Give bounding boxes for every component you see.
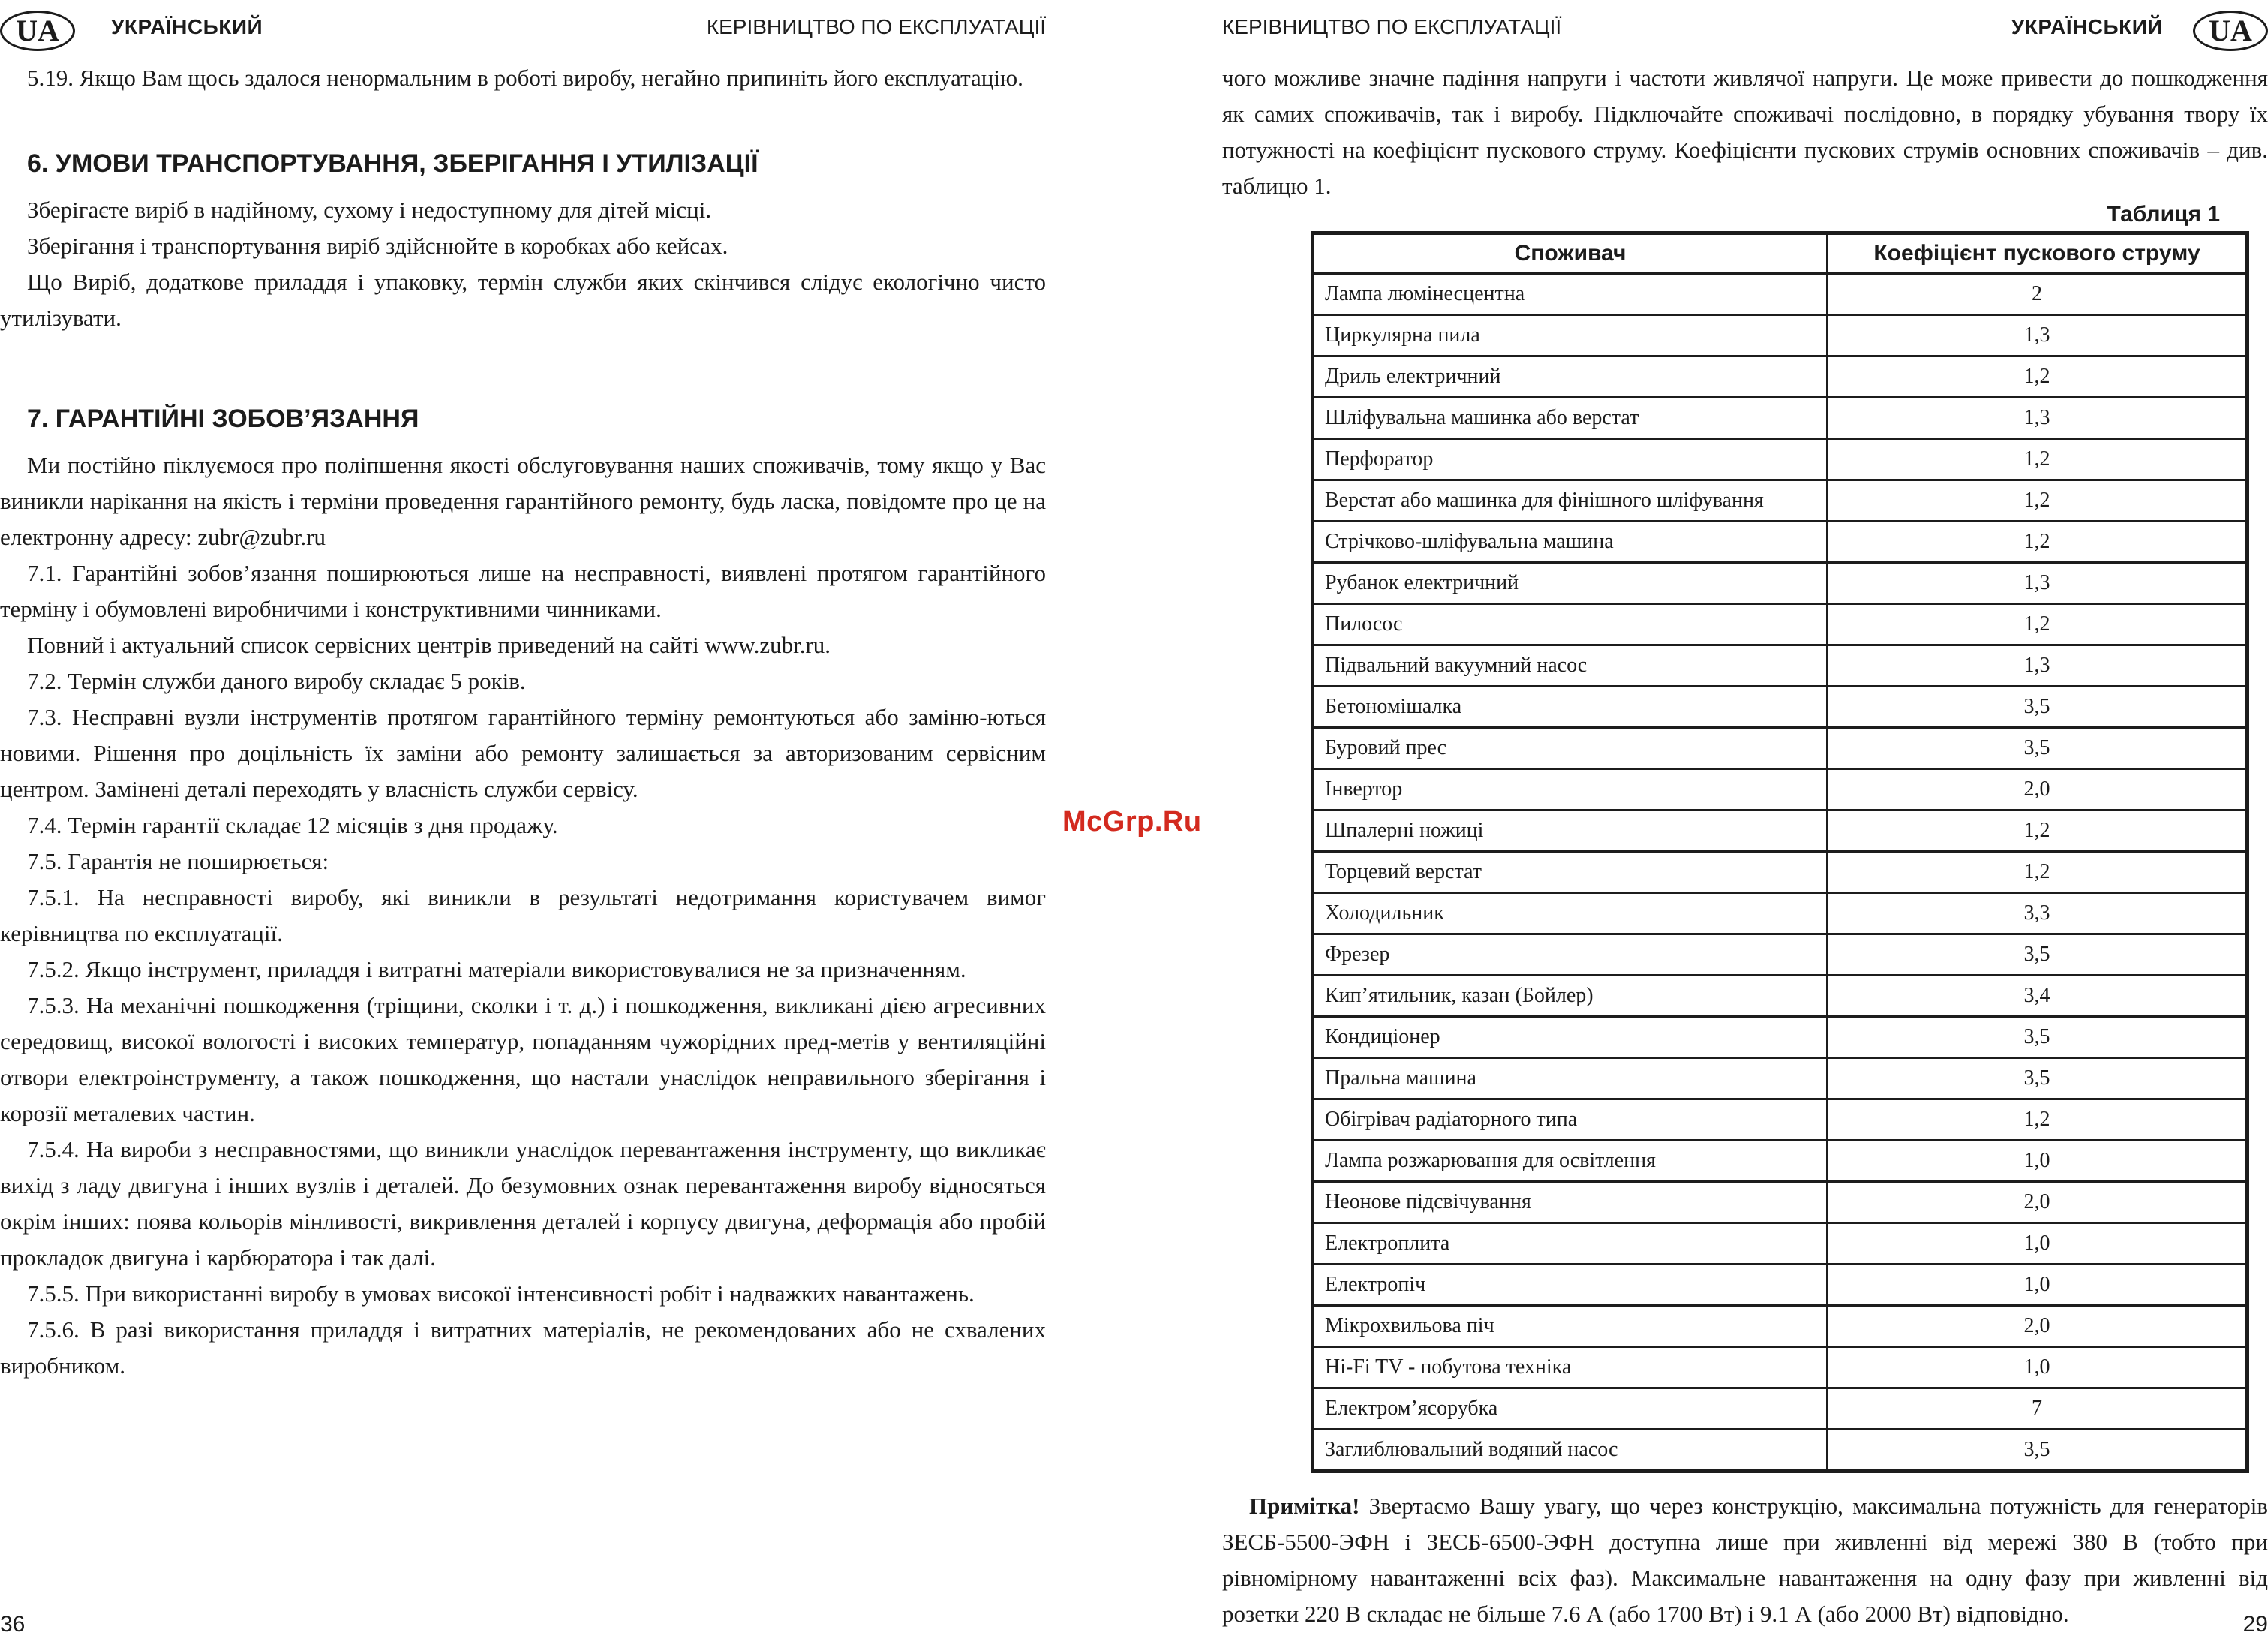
table-row [1313, 604, 2248, 645]
starting-current-table [1311, 231, 2249, 1473]
ua-badge: UA [2193, 11, 2268, 51]
consumer-cell: Шліфувальна машинка або верстат [1313, 398, 1828, 439]
section-7-paragraph: 7.2. Термін служби даного виробу складає 5 років. [27, 668, 526, 694]
table-body [1313, 274, 2248, 1472]
consumer-cell: Дриль електричний [1313, 356, 1828, 398]
section-6-paragraph: Зберігання і транспортування виріб здійснюйте в коробках або кейсах. [27, 233, 728, 259]
consumer-cell: Мікрохвильова піч [1313, 1306, 1828, 1347]
coefficient-cell: 7 [1828, 1388, 2248, 1430]
coefficient-cell: 3,5 [1828, 728, 2248, 769]
table-header-row [1313, 233, 2248, 274]
table-row [1313, 1430, 2248, 1472]
intro-paragraph: чого можливе значне падіння напруги і частоти живлячої напруги. Це може привести до пошкодження як самих споживачів, так і виробу. Підключайте споживачі послідовно, в порядку убування твору їх потужності на коефіцієнт пускового струму. Коефіцієнти пускових струмів основних споживачів – див. таблицю 1. [1222, 65, 2268, 199]
section-7-title: 7. ГАРАНТІЙНІ ЗОБОВ’ЯЗАННЯ [27, 404, 419, 433]
page-number-right: 29 [2242, 1612, 2268, 1637]
table-row [1313, 893, 2248, 934]
manual-title: КЕРІВНИЦТВО ПО ЕКСПЛУАТАЦІЇ [1222, 15, 1562, 38]
coefficient-cell: 1,0 [1828, 1141, 2248, 1182]
coefficient-cell: 1,2 [1828, 604, 2248, 645]
left-page [0, 0, 1103, 1645]
coefficient-cell: 3,5 [1828, 687, 2248, 728]
section-7-paragraph: 7.5.3. На механічні пошкодження (тріщини, сколки і т. д.) і пошкодження, викликані дією агресивних середовищ, високої вологості і високих температур, попаданням чужорідних пред-метів у вентиляційні отвори електроінструменту, а також пошкодження, що настали унаслідок неправильного зберігання і корозії металевих частин. [0, 992, 1046, 1126]
note-label: Примітка! [1249, 1493, 1360, 1519]
paragraph-5-19: 5.19. Якщо Вам щось здалося ненормальним в роботі виробу, негайно припиніть його експлуатацію. [27, 65, 1023, 91]
language-label: УКРАЇНСЬКИЙ [111, 15, 263, 38]
table-row [1313, 522, 2248, 563]
consumer-cell: Неонове підсвічування [1313, 1182, 1828, 1223]
watermark: McGrp.Ru [1062, 806, 1202, 838]
table-caption: Таблиця 1 [2107, 202, 2220, 227]
consumer-cell: Верстат або машинка для фінішного шліфування [1313, 480, 1828, 522]
consumer-cell: Циркулярна пила [1313, 315, 1828, 356]
consumer-cell: Заглиблювальний водяний насос [1313, 1430, 1828, 1472]
consumer-cell: Інвертор [1313, 769, 1828, 810]
consumer-cell: Обігрівач радіаторного типа [1313, 1099, 1828, 1141]
coefficient-cell: 1,2 [1828, 522, 2248, 563]
table-row [1313, 356, 2248, 398]
language-label: УКРАЇНСЬКИЙ [2011, 15, 2163, 38]
coefficient-cell: 1,2 [1828, 1099, 2248, 1141]
consumer-cell: Кондиціонер [1313, 1017, 1828, 1058]
section-6-title: 6. УМОВИ ТРАНСПОРТУВАННЯ, ЗБЕРІГАННЯ І УТИЛІЗАЦІЇ [27, 149, 759, 178]
coefficient-cell: 1,2 [1828, 810, 2248, 852]
manual-title: КЕРІВНИЦТВО ПО ЕКСПЛУАТАЦІЇ [706, 15, 1046, 38]
coefficient-cell: 3,3 [1828, 893, 2248, 934]
section-7-paragraph: Повний і актуальний список сервісних центрів приведений на сайті www.zubr.ru. [27, 632, 831, 658]
right-body [1222, 60, 2268, 1632]
coefficient-cell: 3,5 [1828, 934, 2248, 976]
coefficient-cell: 1,2 [1828, 480, 2248, 522]
coefficient-cell: 1,2 [1828, 852, 2248, 893]
section-7-paragraph: 7.3. Несправні вузли інструментів протягом гарантійного терміну ремонтуються або заміню-ються новими. Рішення про доцільність їх заміни або ремонту залишається за авторизованим сервісним центром. Замінені деталі переходять у власність служби сервісу. [0, 704, 1046, 802]
table-row [1313, 810, 2248, 852]
coefficient-cell: 1,0 [1828, 1265, 2248, 1306]
coefficient-cell: 1,3 [1828, 563, 2248, 604]
table-row [1313, 1058, 2248, 1099]
consumer-cell: Кип’ятильник, казан (Бойлер) [1313, 976, 1828, 1017]
table-row [1313, 1347, 2248, 1388]
section-7-paragraph: 7.5.2. Якщо інструмент, приладдя і витратні матеріали використовувалися не за призначенням. [27, 956, 966, 982]
table-row [1313, 1306, 2248, 1347]
coefficient-cell: 1,0 [1828, 1347, 2248, 1388]
left-body [0, 60, 1046, 1384]
table-row [1313, 728, 2248, 769]
consumer-cell: Електропіч [1313, 1265, 1828, 1306]
consumer-cell: Торцевий верстат [1313, 852, 1828, 893]
table-row [1313, 480, 2248, 522]
consumer-cell: Hi-Fi TV - побутова техніка [1313, 1347, 1828, 1388]
table-row [1313, 1017, 2248, 1058]
left-header [0, 9, 1103, 54]
coefficient-cell: 1,0 [1828, 1223, 2248, 1265]
table-row [1313, 1182, 2248, 1223]
section-6-paragraph: Що Виріб, додаткове приладдя і упаковку, термін служби яких скінчився слідує екологічно чисто утилізувати. [0, 269, 1046, 331]
coefficient-cell: 3,5 [1828, 1430, 2248, 1472]
table-row [1313, 563, 2248, 604]
table-row [1313, 687, 2248, 728]
section-7-paragraph: 7.5. Гарантія не поширюється: [27, 848, 329, 874]
coefficient-cell: 2 [1828, 274, 2248, 315]
table-row [1313, 1141, 2248, 1182]
section-7-paragraph: 7.4. Термін гарантії складає 12 місяців з дня продажу. [27, 812, 558, 838]
ua-badge: UA [0, 11, 75, 51]
section-7-paragraph: 7.1. Гарантійні зобов’язання поширюються лише на несправності, виявлені протягом гарантійного терміну і обумовлені виробничими і конструктивними чинниками. [0, 560, 1046, 622]
consumer-cell: Пральна машина [1313, 1058, 1828, 1099]
consumer-cell: Рубанок електричний [1313, 563, 1828, 604]
consumer-cell: Лампа розжарювання для освітлення [1313, 1141, 1828, 1182]
page-number-left: 36 [0, 1612, 26, 1637]
coefficient-cell: 2,0 [1828, 1182, 2248, 1223]
coefficient-cell: 1,3 [1828, 645, 2248, 687]
coefficient-cell: 1,3 [1828, 398, 2248, 439]
consumer-cell: Пилосос [1313, 604, 1828, 645]
consumer-cell: Електроплита [1313, 1223, 1828, 1265]
coefficient-cell: 2,0 [1828, 1306, 2248, 1347]
consumer-cell: Бетономішалка [1313, 687, 1828, 728]
column-header-coefficient: Коефіцієнт пускового струму [1828, 233, 2248, 274]
note-text: Звертаємо Вашу увагу, що через конструкцію, максимальна потужність для генераторів ЗЕСБ-5500-ЭФН і ЗЕСБ-6500-ЭФН доступна лише при живленні від мережі 380 В (тобто при рівномірному навантаженні всіх фаз). Максимальне навантаження на одну фазу при живленні від розетки 220 В складає не більше 7.6 А (або 1700 Вт) і 9.1 А (або 2000 Вт) відповідно. [1222, 1493, 2268, 1627]
table-row [1313, 769, 2248, 810]
consumer-cell: Шпалерні ножиці [1313, 810, 1828, 852]
consumer-cell: Стрічково-шліфувальна машина [1313, 522, 1828, 563]
consumer-cell: Перфоратор [1313, 439, 1828, 480]
consumer-cell: Фрезер [1313, 934, 1828, 976]
section-7-paragraph: Ми постійно піклуємося про поліпшення якості обслуговування наших споживачів, тому якщо у Вас виникли нарікання на якість і терміни проведення гарантійного ремонту, будь ласка, повідомте про це на електронну адресу: zubr@zubr.ru [0, 452, 1046, 550]
consumer-cell: Лампа люмінесцентна [1313, 274, 1828, 315]
table-row [1313, 1223, 2248, 1265]
table-row [1313, 274, 2248, 315]
coefficient-cell: 3,5 [1828, 1017, 2248, 1058]
table-row [1313, 398, 2248, 439]
table-row [1313, 852, 2248, 893]
right-header [1170, 9, 2268, 54]
section-7-paragraph: 7.5.5. При використанні виробу в умовах високої інтенсивності робіт і надважких навантажень. [27, 1280, 975, 1307]
coefficient-cell: 1,2 [1828, 356, 2248, 398]
section-6-paragraph: Зберігаєте виріб в надійному, сухому і недоступному для дітей місці. [27, 197, 712, 223]
table-row [1313, 315, 2248, 356]
table-row [1313, 1265, 2248, 1306]
consumer-cell: Холодильник [1313, 893, 1828, 934]
coefficient-cell: 1,3 [1828, 315, 2248, 356]
section-7-paragraph: 7.5.6. В разі використання приладдя і витратних матеріалів, не рекомендованих або не схвалених виробником. [0, 1316, 1046, 1379]
section-7-paragraph: 7.5.1. На несправності виробу, які виникли в результаті недотримання користувачем вимог керівництва по експлуатації. [0, 884, 1046, 946]
coefficient-cell: 1,2 [1828, 439, 2248, 480]
table-row [1313, 934, 2248, 976]
table-row [1313, 439, 2248, 480]
coefficient-cell: 2,0 [1828, 769, 2248, 810]
table-row [1313, 1388, 2248, 1430]
consumer-cell: Підвальний вакуумний насос [1313, 645, 1828, 687]
consumer-cell: Буровий прес [1313, 728, 1828, 769]
coefficient-cell: 3,5 [1828, 1058, 2248, 1099]
consumer-cell: Електром’ясорубка [1313, 1388, 1828, 1430]
table-row [1313, 1099, 2248, 1141]
right-page [1170, 0, 2268, 1645]
table-row [1313, 976, 2248, 1017]
column-header-consumer: Споживач [1313, 233, 1828, 274]
section-7-paragraph: 7.5.4. На вироби з несправностями, що виникли унаслідок перевантаження інструменту, що викликає вихід з ладу двигуна і інших вузлів і деталей. До безумовних ознак перевантаження виробу відносяться окрім інших: поява кольорів мінливості, викривлення деталей і корпусу двигуна, деформація або пробій прокладок двигуна і карбюратора і так далі. [0, 1136, 1046, 1271]
coefficient-cell: 3,4 [1828, 976, 2248, 1017]
table-row [1313, 645, 2248, 687]
note-paragraph [1222, 1488, 2268, 1632]
